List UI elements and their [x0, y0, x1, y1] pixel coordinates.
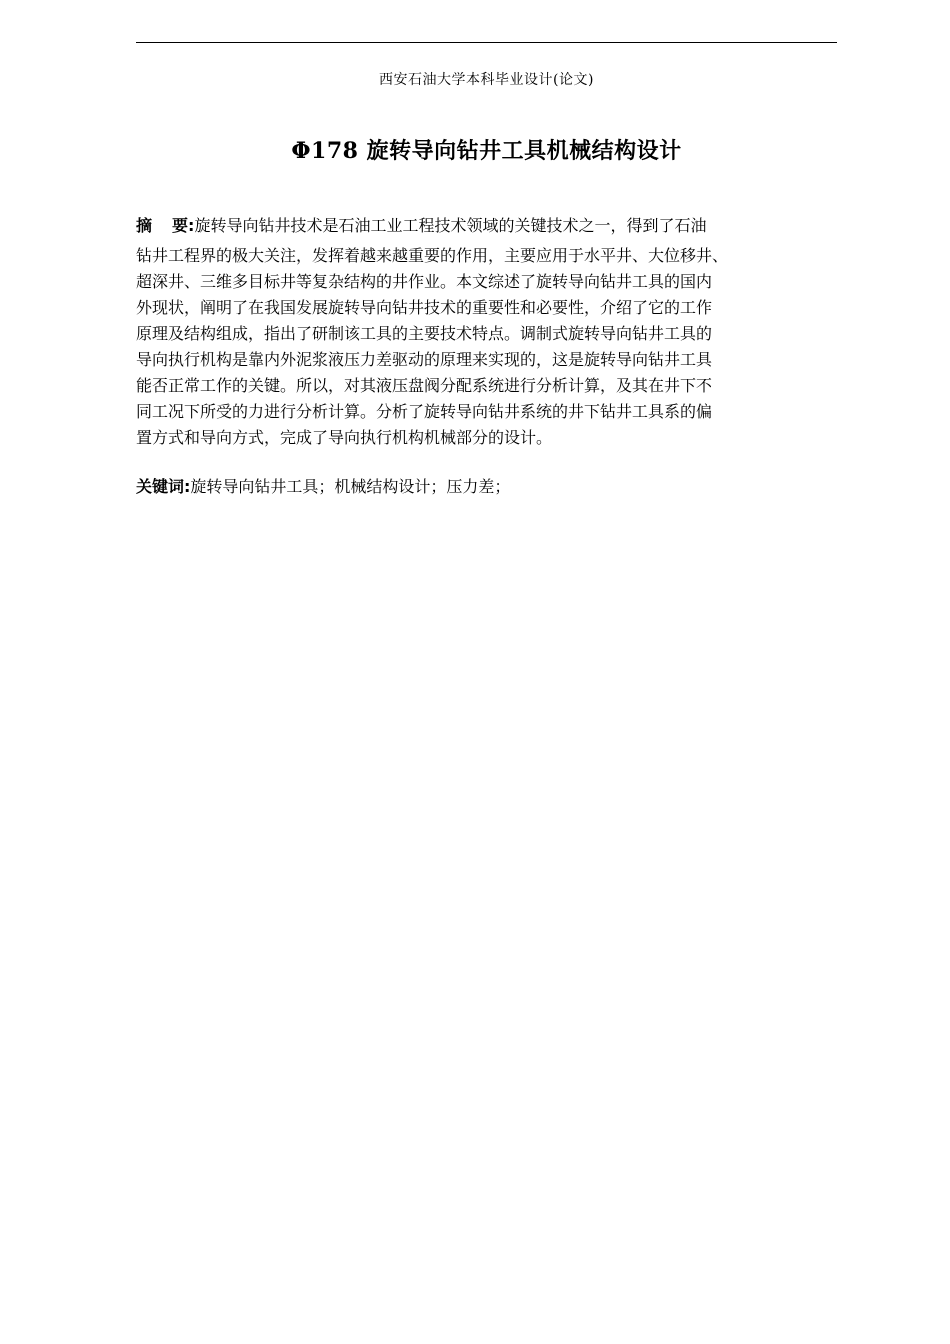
keywords-text: 旋转导向钻井工具；机械结构设计；压力差； [190, 477, 511, 496]
abstract-line: 导向执行机构是靠内外泥浆液压力差驱动的原理来实现的，这是旋转导向钻井工具 [136, 350, 713, 369]
abstract-line: 旋转导向钻井技术是石油工业工程技术领域的关键技术之一，得到了石油 [194, 216, 707, 235]
abstract-line: 原理及结构组成，指出了研制该工具的主要技术特点。调制式旋转导向钻井工具的 [136, 324, 713, 343]
abstract-line: 置方式和导向方式，完成了导向执行机构机械部分的设计。 [136, 428, 553, 447]
keywords-section [136, 474, 837, 500]
abstract-section [136, 213, 837, 451]
header-rule [136, 42, 837, 43]
abstract-line: 超深井、三维多目标井等复杂结构的井作业。本文综述了旋转导向钻井工具的国内 [136, 272, 713, 291]
keywords-label: 关键词: [136, 477, 191, 496]
abstract-line: 同工况下所受的力进行分析计算。分析了旋转导向钻井系统的井下钻井工具系的偏 [136, 402, 713, 421]
abstract-line: 外现状，阐明了在我国发展旋转导向钻井技术的重要性和必要性，介绍了它的工作 [136, 298, 713, 317]
abstract-line: 能否正常工作的关键。所以，对其液压盘阀分配系统进行分析计算，及其在井下不 [136, 376, 713, 395]
abstract-first-line [136, 213, 837, 239]
abstract-line: 钻井工程界的极大关注，发挥着越来越重要的作用，主要应用于水平井、大位移井、 [136, 246, 729, 265]
abstract-label: 摘 要: [136, 216, 195, 235]
document-title: Φ178 旋转导向钻井工具机械结构设计 [291, 138, 682, 164]
running-header: 西安石油大学本科毕业设计(论文) [379, 72, 594, 88]
